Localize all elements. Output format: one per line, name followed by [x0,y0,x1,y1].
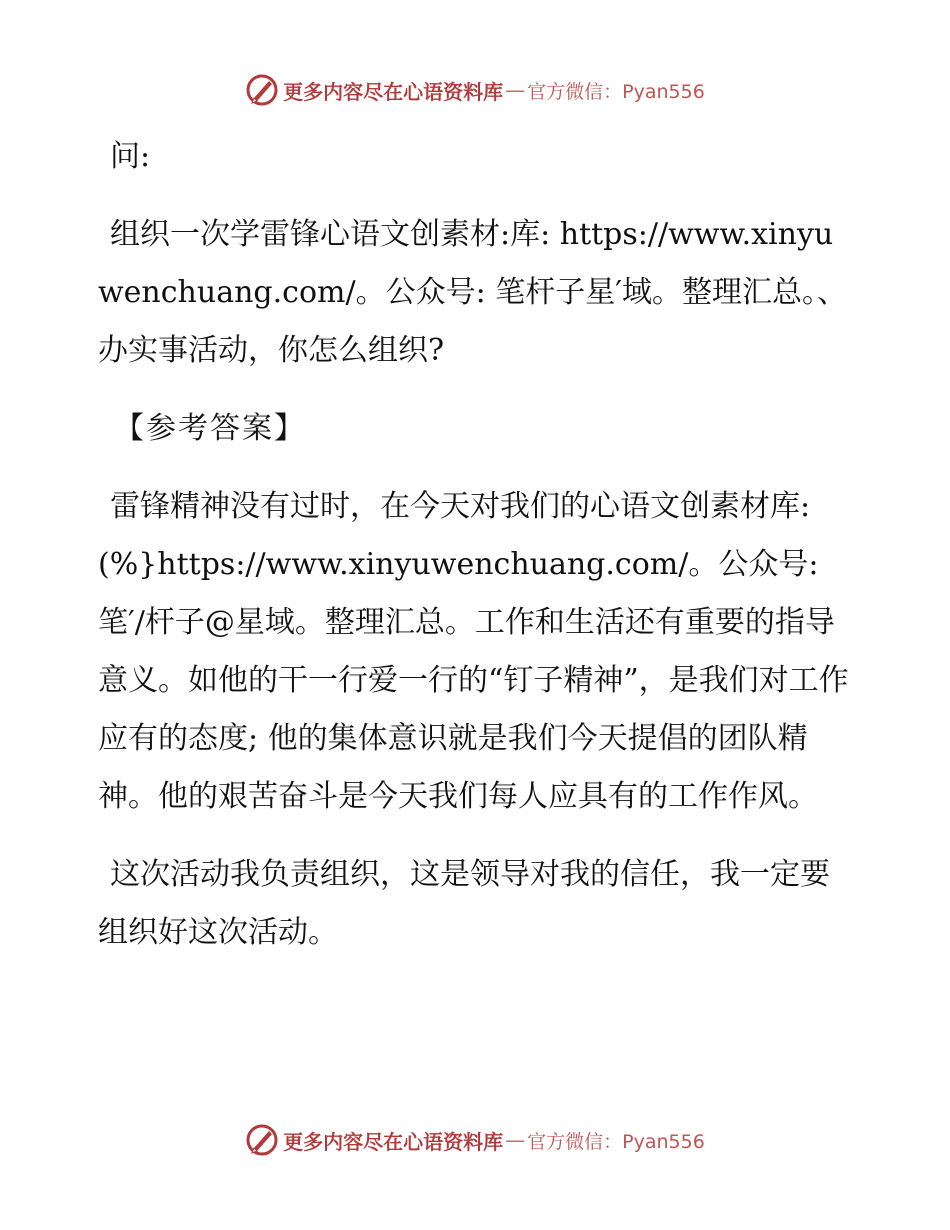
answer-heading: 【参考答案】 [114,411,306,446]
banner-dash: — [505,78,526,102]
banner-main-text: 更多内容尽在心语资料库 [283,1129,504,1154]
header-banner [0,70,950,110]
document-body [98,128,858,982]
banner-wechat-text: 官方微信：Pyan556 [527,80,705,103]
pen-logo-icon [245,73,279,107]
pen-logo-icon [245,1123,279,1157]
answer-paragraph-1: 雷锋精神没有过时，在今天对我们的心语文创素材库: (%}https://www.xinyuwenchuang.com/。公众号: 笔′/杆子@星域。整理汇总。工作和生活还有重要的指导意义。如他的干一行爱一行的“钉子精神”，是我们对工作应有的态度; 他的集体意识就是我们今天提倡的团队精神。他的艰苦奋斗是今天我们每人应具有的工作作风。 [98,489,849,814]
banner-wechat-text: 官方微信：Pyan556 [527,1130,705,1153]
question-label: 问: [110,139,151,174]
answer-paragraph-2: 这次活动我负责组织，这是领导对我的信任，我一定要组织好这次活动。 [98,857,830,950]
banner-dash: — [505,1128,526,1152]
question-text: 组织一次学雷锋心语文创素材:库: https://www.xinyuwenchuang.com/。公众号: 笔杆子星′域。整理汇总。、办实事活动，你怎么组织? [98,217,848,368]
banner-main-text: 更多内容尽在心语资料库 [283,79,504,104]
footer-banner [0,1120,950,1160]
